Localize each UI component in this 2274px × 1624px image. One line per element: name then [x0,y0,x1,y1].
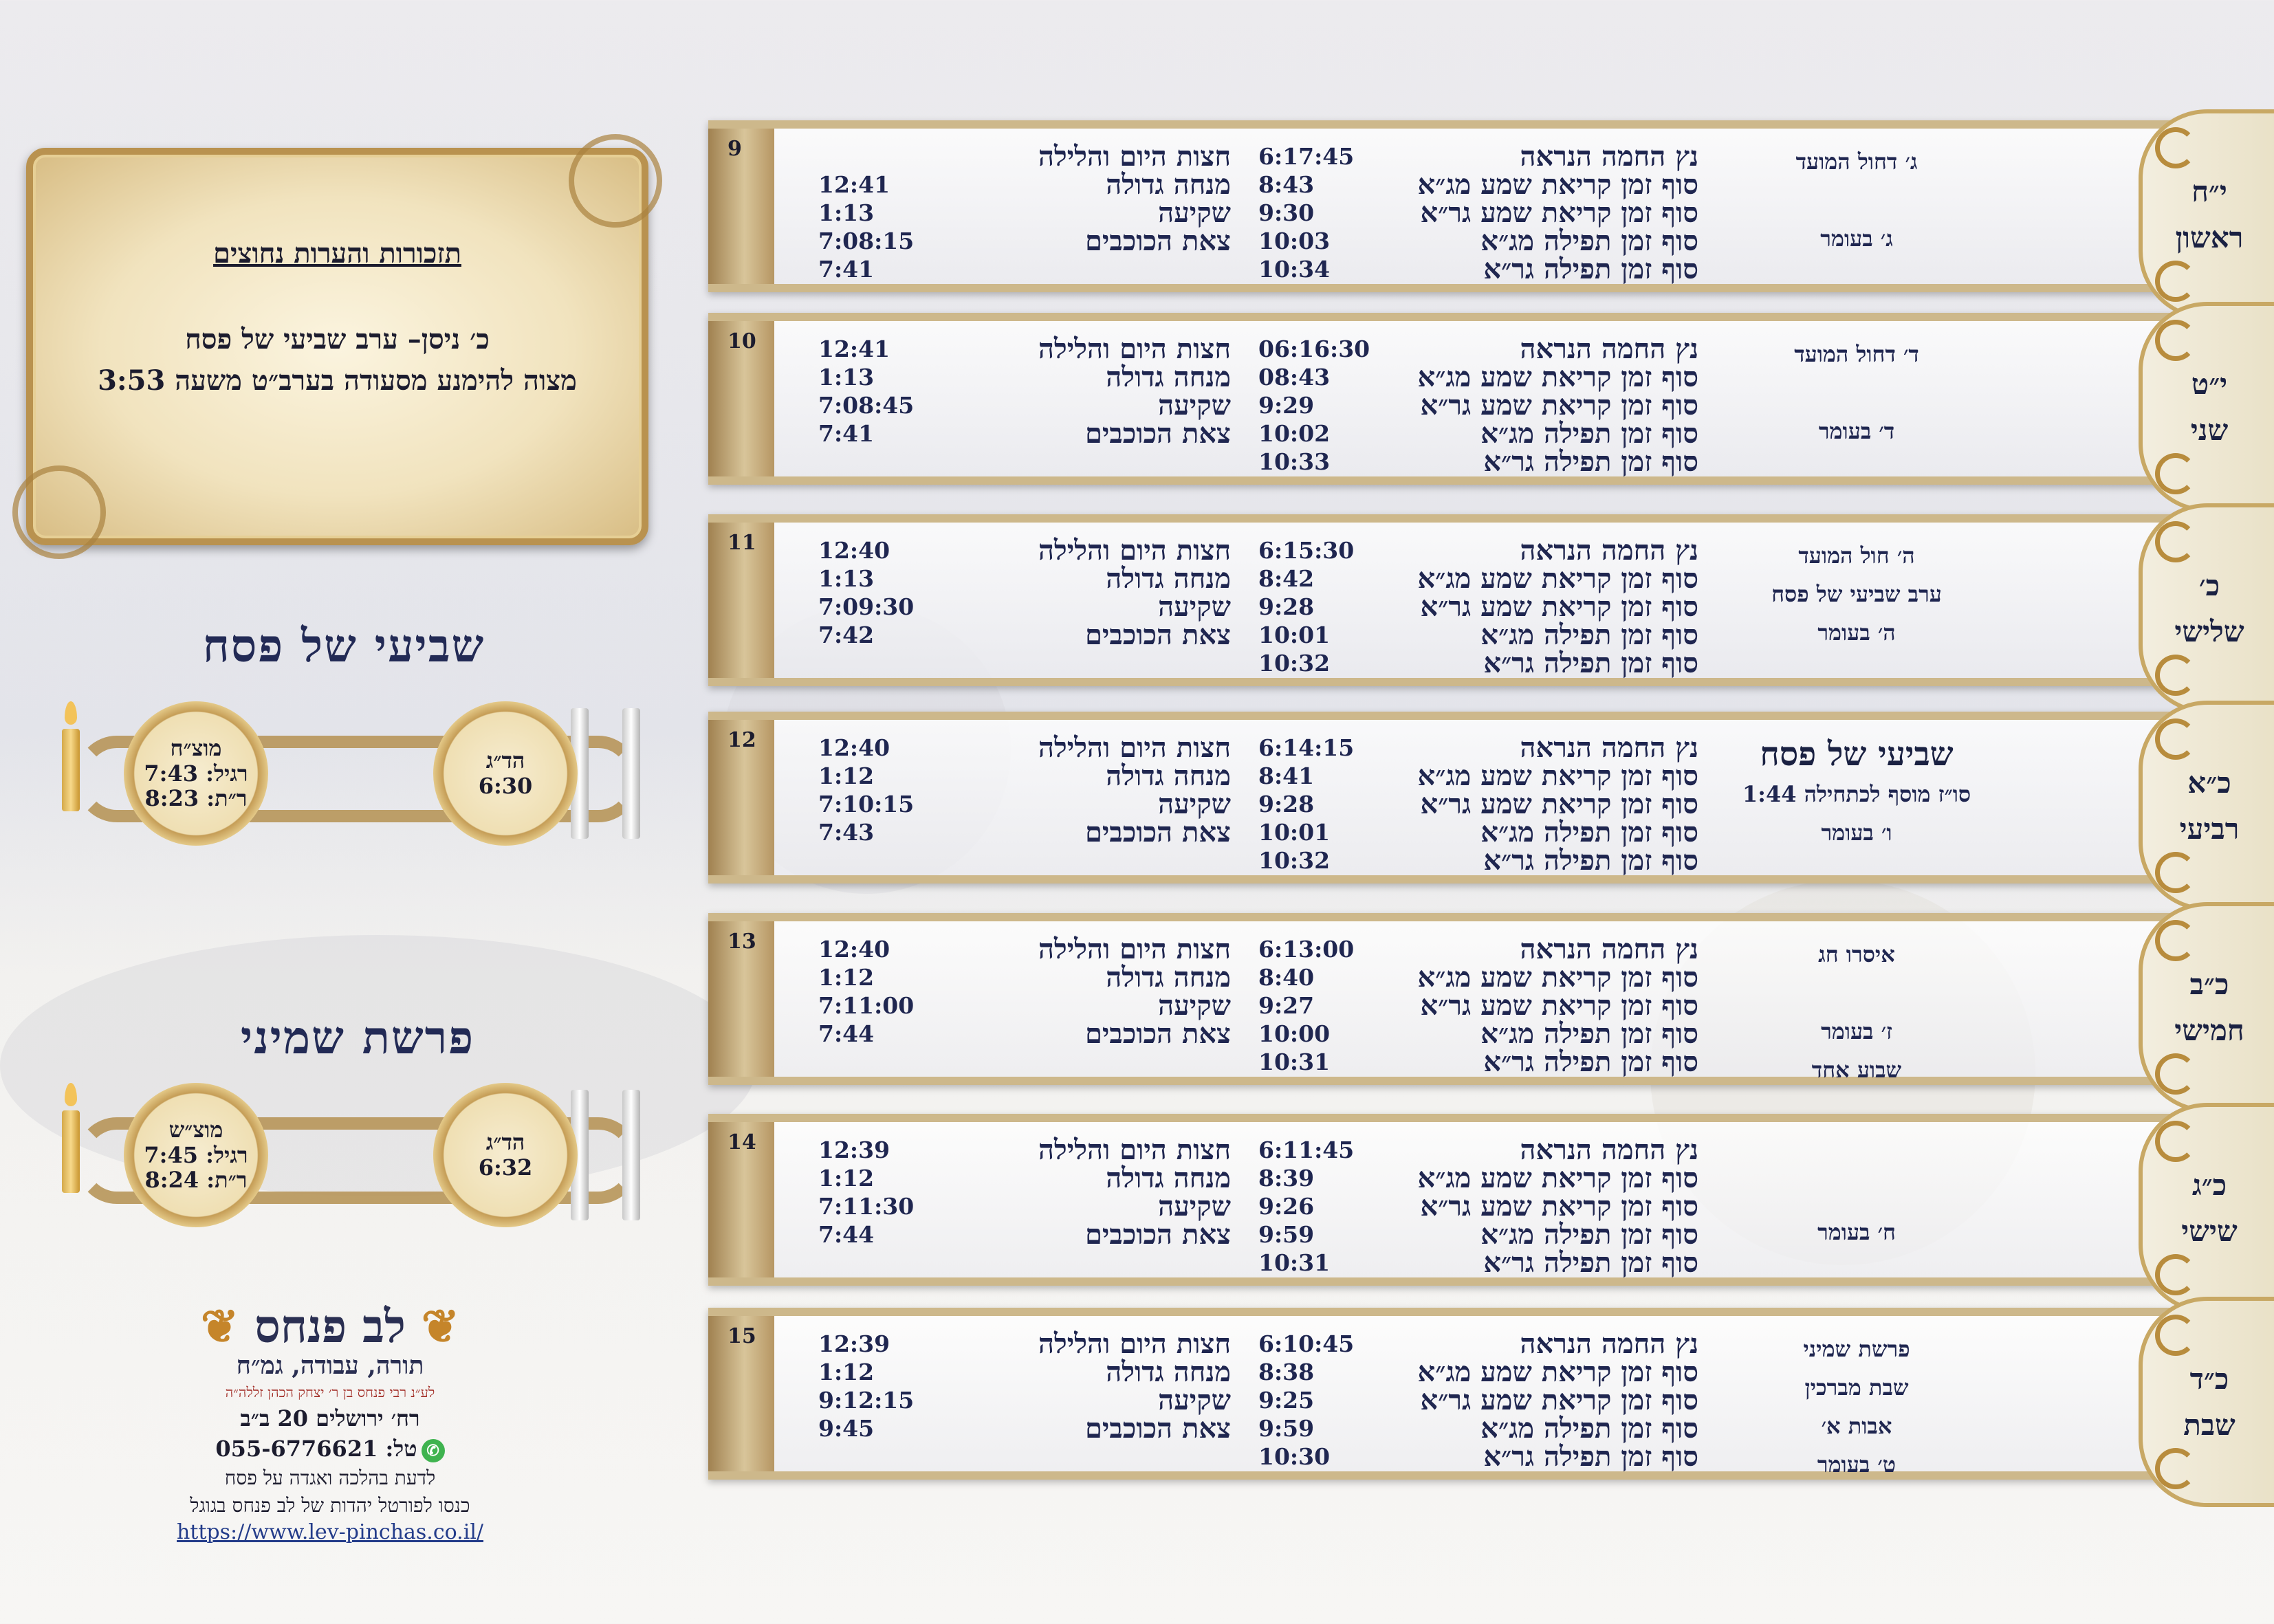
time-label: נץ החמה הנראה [1520,140,1698,173]
time-label: סוף זמן קריאת שמע מג״א [1417,961,1698,994]
candle-label: הד״ג [485,747,525,774]
time-label: סוף זמן קריאת שמע גר״א [1420,1384,1698,1416]
day-notes [1740,1136,1974,1251]
org-info-1: לדעת בהלכה ואגדה על פסח [224,1466,436,1489]
time-value: 12:41 [818,171,890,198]
time-value: 7:43 [818,819,875,846]
time-value: 9:29 [1258,392,1315,419]
time-label: שקיעה [1158,1190,1231,1222]
time-value: 7:08:45 [818,392,915,419]
day-number: 12 [708,720,774,875]
time-label: חצות היום והלילה [1038,333,1231,365]
reminder-line: מצוה להימנע מסעודה בערב״ט משעה 3:53 [98,364,577,397]
time-value: 12:40 [818,734,890,761]
time-label: חצות היום והלילה [1038,1134,1231,1166]
time-label: שקיעה [1158,788,1231,820]
time-value: 1:12 [818,964,875,991]
org-logo [124,1299,536,1354]
note-line: ט׳ בעומר [1817,1451,1896,1478]
time-label: נץ החמה הנראה [1520,1134,1698,1166]
time-label: חצות היום והלילה [1038,140,1231,173]
time-label: חצות היום והלילה [1038,933,1231,965]
end-rt: ר״ת: 8:23 [144,785,248,812]
time-value: 7:41 [818,256,875,283]
time-label: סוף זמן קריאת שמע מג״א [1417,1162,1698,1194]
time-label: סוף זמן תפילה גר״א [1483,1046,1698,1078]
time-value: 6:14:15 [1258,734,1355,761]
evening-labels [956,142,1231,255]
time-value: 9:59 [1258,1221,1315,1248]
time-value: 1:13 [818,199,875,226]
weekday: חמישי [2174,1013,2244,1047]
time-value: 10:33 [1258,448,1331,475]
time-label: סוף זמן תפילה מג״א [1480,225,1698,257]
time-value: 9:12:15 [818,1387,915,1414]
date-badge [2139,701,2274,911]
time-value: 9:30 [1258,199,1315,226]
time-label: סוף זמן קריאת שמע מג״א [1417,361,1698,393]
time-label: שקיעה [1158,591,1231,623]
morning-times [1258,536,1389,677]
time-label: סוף זמן תפילה גר״א [1483,647,1698,679]
time-label: סוף זמן תפילה גר״א [1483,446,1698,478]
time-label: צאת הכוכבים [1084,1412,1231,1445]
end-rt: ר״ת: 8:24 [144,1167,248,1194]
time-value: 10:01 [1258,819,1331,846]
time-value: 12:41 [818,336,890,362]
time-label: מנחה גדולה [1106,1356,1231,1388]
evening-times [818,935,921,1048]
note-line: סו״ז מוסף לכתחילה 1:44 [1742,781,1971,807]
time-label: מנחה גדולה [1106,562,1231,595]
org-website-link[interactable]: https://www.lev-pinchas.co.il/ [176,1519,484,1544]
time-value: 7:44 [818,1221,875,1248]
time-label: סוף זמן תפילה מג״א [1480,1218,1698,1251]
shabbat-end-medal [124,1083,268,1227]
time-value: 8:43 [1258,171,1315,198]
ornament-icon [12,465,106,559]
day-number: 11 [708,523,774,678]
org-logo-block [124,1299,536,1544]
day-notes [1740,335,1974,450]
date-badge [2139,503,2274,714]
note-line: ד׳ בעומר [1818,418,1895,444]
flame-icon [65,1083,77,1106]
time-value: 8:41 [1258,762,1315,789]
morning-labels [1396,335,1698,476]
time-label: סוף זמן תפילה מג״א [1480,619,1698,651]
day-number: 14 [708,1122,774,1277]
day-number: 10 [708,321,774,476]
day-row [708,712,2240,884]
day-number: 9 [708,129,774,284]
time-value: 7:42 [818,622,875,648]
candlestick-icon [622,1090,640,1220]
org-address: רח׳ ירושלים 20 ב״ב [240,1405,420,1431]
weekday: שישי [2181,1214,2238,1248]
reminders-box [26,148,648,545]
date-badge [2139,1297,2274,1507]
time-label: סוף זמן תפילה גר״א [1483,844,1698,877]
day-number: 13 [708,921,774,1077]
note-line [1740,1174,1974,1213]
note-line: ז׳ בעומר [1821,1018,1892,1044]
evening-labels [956,536,1231,649]
time-value: 1:13 [818,565,875,592]
morning-times [1258,734,1389,875]
time-value: 10:03 [1258,228,1331,254]
day-notes [1740,734,1974,852]
end-regular: רגיל: 7:43 [144,760,248,787]
time-label: מנחה גדולה [1106,760,1231,792]
time-value: 6:15:30 [1258,537,1355,564]
time-value: 9:28 [1258,593,1315,620]
morning-times [1258,1330,1389,1471]
time-value: 10:34 [1258,256,1331,283]
day-row [708,1114,2238,1286]
time-label: חצות היום והלילה [1038,534,1231,567]
time-value: 12:39 [818,1330,890,1357]
hebrew-date: י״ח [2191,174,2227,208]
time-label: שקיעה [1158,389,1231,421]
hebrew-date: כ״ב [2189,967,2229,1001]
evening-times [818,171,921,283]
org-name: לב פנחס [254,1299,406,1353]
org-phone-line [124,1436,536,1462]
morning-times [1258,142,1389,283]
reminders-title: תזכורות והערות נחוצים [213,237,461,270]
time-label: מנחה גדולה [1106,168,1231,201]
note-line: פרשת שמיני [1803,1336,1910,1362]
time-label: צאת הכוכבים [1084,225,1231,257]
time-label: נץ החמה הנראה [1520,333,1698,365]
time-label: צאת הכוכבים [1084,816,1231,848]
day-notes [1740,536,1974,652]
time-value: 10:30 [1258,1443,1331,1470]
time-label: סוף זמן קריאת שמע מג״א [1417,760,1698,792]
shabbat-times-scroll [48,1076,667,1234]
morning-labels [1396,536,1698,677]
time-label: סוף זמן קריאת שמע גר״א [1420,591,1698,623]
evening-times [818,1330,921,1442]
org-info-2: כנסו לפורטל יהדות של לב פנחס בגוגל [190,1493,470,1517]
weekday: ראשון [2175,221,2244,254]
time-label: חצות היום והלילה [1038,732,1231,764]
time-label: צאת הכוכבים [1084,417,1231,450]
note-line: איסרו חג [1818,941,1895,967]
evening-labels [956,335,1231,448]
time-label: שקיעה [1158,197,1231,229]
weekday: שני [2190,413,2229,447]
time-label: מנחה גדולה [1106,361,1231,393]
time-value: 1:12 [818,762,875,789]
time-value: 9:45 [818,1415,875,1442]
morning-labels [1396,1136,1698,1277]
note-line [1740,181,1974,219]
date-badge [2139,1103,2274,1313]
time-value: 10:32 [1258,847,1331,874]
time-value: 9:25 [1258,1387,1315,1414]
hebrew-date: כ״ד [2189,1361,2229,1396]
time-label: שקיעה [1158,1384,1231,1416]
note-line: ה׳ חול המועד [1798,542,1915,569]
hebrew-date: כ׳ [2198,568,2220,602]
morning-labels [1396,935,1698,1076]
time-value: 7:11:30 [818,1193,915,1220]
morning-labels [1396,142,1698,283]
candle-label: הד״ג [485,1129,525,1156]
time-label: סוף זמן קריאת שמע גר״א [1420,989,1698,1022]
time-value: 10:02 [1258,420,1331,447]
time-value: 1:12 [818,1165,875,1192]
time-value: 6:17:45 [1258,143,1355,170]
candlestick-icon [622,708,640,839]
time-value: 6:10:45 [1258,1330,1355,1357]
time-value: 7:44 [818,1020,875,1047]
weekday: שלישי [2174,615,2244,648]
time-value: 9:59 [1258,1415,1315,1442]
time-value: 10:01 [1258,622,1331,648]
note-line [1740,974,1974,1012]
note-line: ערב שביעי של פסח [1771,581,1942,607]
swirl-icon: ❦ [405,1299,460,1353]
time-value: 9:27 [1258,992,1315,1019]
candle-time: 6:32 [478,1154,533,1181]
candle-icon [62,1110,80,1193]
day-row [708,1308,2235,1480]
hebrew-date: כ״ג [2191,1167,2227,1202]
morning-times [1258,335,1389,476]
evening-times [818,335,921,448]
time-value: 8:39 [1258,1165,1315,1192]
time-label: נץ החמה הנראה [1520,933,1698,965]
time-label: נץ החמה הנראה [1520,732,1698,764]
day-row [708,313,2228,485]
date-badge [2139,109,2274,320]
time-label: סוף זמן תפילה גר״א [1483,1440,1698,1473]
note-line: ח׳ בעומר [1817,1219,1896,1245]
time-value: 08:43 [1258,364,1331,391]
time-value: 7:41 [818,420,875,447]
time-label: חצות היום והלילה [1038,1328,1231,1360]
holiday-candle-medal [433,701,578,846]
note-line: ג׳ דחול המועד [1795,149,1918,175]
time-value: 10:32 [1258,650,1331,677]
time-value: 7:11:00 [818,992,915,1019]
time-value: 1:12 [818,1359,875,1385]
morning-labels [1396,1330,1698,1471]
time-value: 1:13 [818,364,875,391]
time-label: צאת הכוכבים [1084,1018,1231,1050]
reminder-line: כ׳ ניסן– ערב שביעי של פסח [185,323,490,355]
time-label: מנחה גדולה [1106,961,1231,994]
time-value: 8:40 [1258,964,1315,991]
time-value: 8:42 [1258,565,1315,592]
hebrew-date: י״ט [2191,366,2228,401]
time-value: 10:00 [1258,1020,1331,1047]
morning-times [1258,1136,1389,1277]
time-label: סוף זמן קריאת שמע גר״א [1420,197,1698,229]
end-regular: רגיל: 7:45 [144,1141,248,1168]
holiday-name: שביעי של פסח [1760,735,1954,773]
evening-times [818,734,921,846]
candle-time: 6:30 [478,773,533,799]
time-label: צאת הכוכבים [1084,619,1231,651]
note-line: שבת מברכין [1804,1374,1909,1401]
time-value: 12:40 [818,537,890,564]
morning-times [1258,935,1389,1076]
note-line: אבות א׳ [1821,1413,1892,1439]
time-label: סוף זמן תפילה מג״א [1480,1018,1698,1050]
time-value: 10:31 [1258,1249,1331,1276]
time-label: סוף זמן תפילה גר״א [1483,253,1698,285]
day-number: 15 [708,1316,774,1471]
date-badge [2139,302,2274,512]
swirl-icon: ❦ [200,1299,255,1353]
org-tagline: תורה, עבודה, גמ״ח [236,1351,424,1380]
flame-icon [65,701,77,725]
time-value: 6:13:00 [1258,936,1355,963]
end-label: מוצ״ח [170,734,222,761]
day-notes [1740,142,1974,258]
evening-labels [956,935,1231,1048]
evening-labels [956,734,1231,846]
day-row [708,120,2244,292]
time-value: 9:26 [1258,1193,1315,1220]
whatsapp-icon: ✆ [422,1439,445,1462]
time-value: 8:38 [1258,1359,1315,1385]
day-notes [1740,935,1974,1089]
time-label: סוף זמן קריאת שמע גר״א [1420,1190,1698,1222]
shabbat-candle-medal [433,1083,578,1227]
evening-labels [956,1328,1231,1445]
time-value: 7:08:15 [818,228,915,254]
time-value: 10:31 [1258,1049,1331,1075]
hebrew-date: כ״א [2187,765,2231,800]
day-row [708,514,2244,686]
note-line: ג׳ בעומר [1820,226,1893,252]
time-label: צאת הכוכבים [1084,1218,1231,1251]
time-label: נץ החמה הנראה [1520,534,1698,567]
time-label: סוף זמן קריאת שמע גר״א [1420,788,1698,820]
weekday: רביעי [2179,812,2240,846]
time-label: נץ החמה הנראה [1520,1328,1698,1360]
note-line: ד׳ דחול המועד [1794,341,1919,367]
note-line: ו׳ בעומר [1821,820,1892,846]
time-label: סוף זמן תפילה מג״א [1480,816,1698,848]
time-label: סוף זמן קריאת שמע מג״א [1417,168,1698,201]
day-row [708,913,2244,1085]
weekday: שבת [2183,1408,2235,1442]
shabbat-title: פרשת שמיני [240,1011,475,1064]
note-line [1740,373,1974,412]
holiday-end-medal [124,701,268,846]
note-line: שבוע אחד [1811,1057,1902,1083]
org-phone: טל: 055-6776621 [215,1436,417,1462]
time-value: 6:11:45 [1258,1137,1355,1163]
day-notes [1740,1330,1974,1484]
candle-icon [62,729,80,811]
time-label: סוף זמן קריאת שמע מג״א [1417,562,1698,595]
time-value: 12:39 [818,1137,890,1163]
holiday-times-scroll [48,694,667,853]
time-label: סוף זמן תפילה גר״א [1483,1247,1698,1279]
time-value: 06:16:30 [1258,336,1370,362]
note-line [1740,1136,1974,1174]
time-value: 7:10:15 [818,791,915,818]
time-value: 9:28 [1258,791,1315,818]
time-value: 12:40 [818,936,890,963]
date-badge [2139,902,2274,1112]
morning-labels [1396,734,1698,875]
time-label: סוף זמן תפילה מג״א [1480,417,1698,450]
holiday-title: שביעי של פסח [202,619,485,672]
time-label: סוף זמן תפילה מג״א [1480,1412,1698,1445]
ornament-icon [569,134,662,228]
time-label: סוף זמן קריאת שמע מג״א [1417,1356,1698,1388]
time-label: מנחה גדולה [1106,1162,1231,1194]
time-value: 7:09:30 [818,593,915,620]
evening-times [818,536,921,649]
time-label: שקיעה [1158,989,1231,1022]
note-line: ה׳ בעומר [1817,619,1896,646]
evening-labels [956,1136,1231,1249]
time-label: סוף זמן קריאת שמע גר״א [1420,389,1698,421]
evening-times [818,1136,921,1249]
org-dedication: לע״נ רבי פנחס בן ר׳ יצחק הכהן זללה״ה [225,1384,435,1401]
end-label: מוצ״ש [168,1116,223,1143]
